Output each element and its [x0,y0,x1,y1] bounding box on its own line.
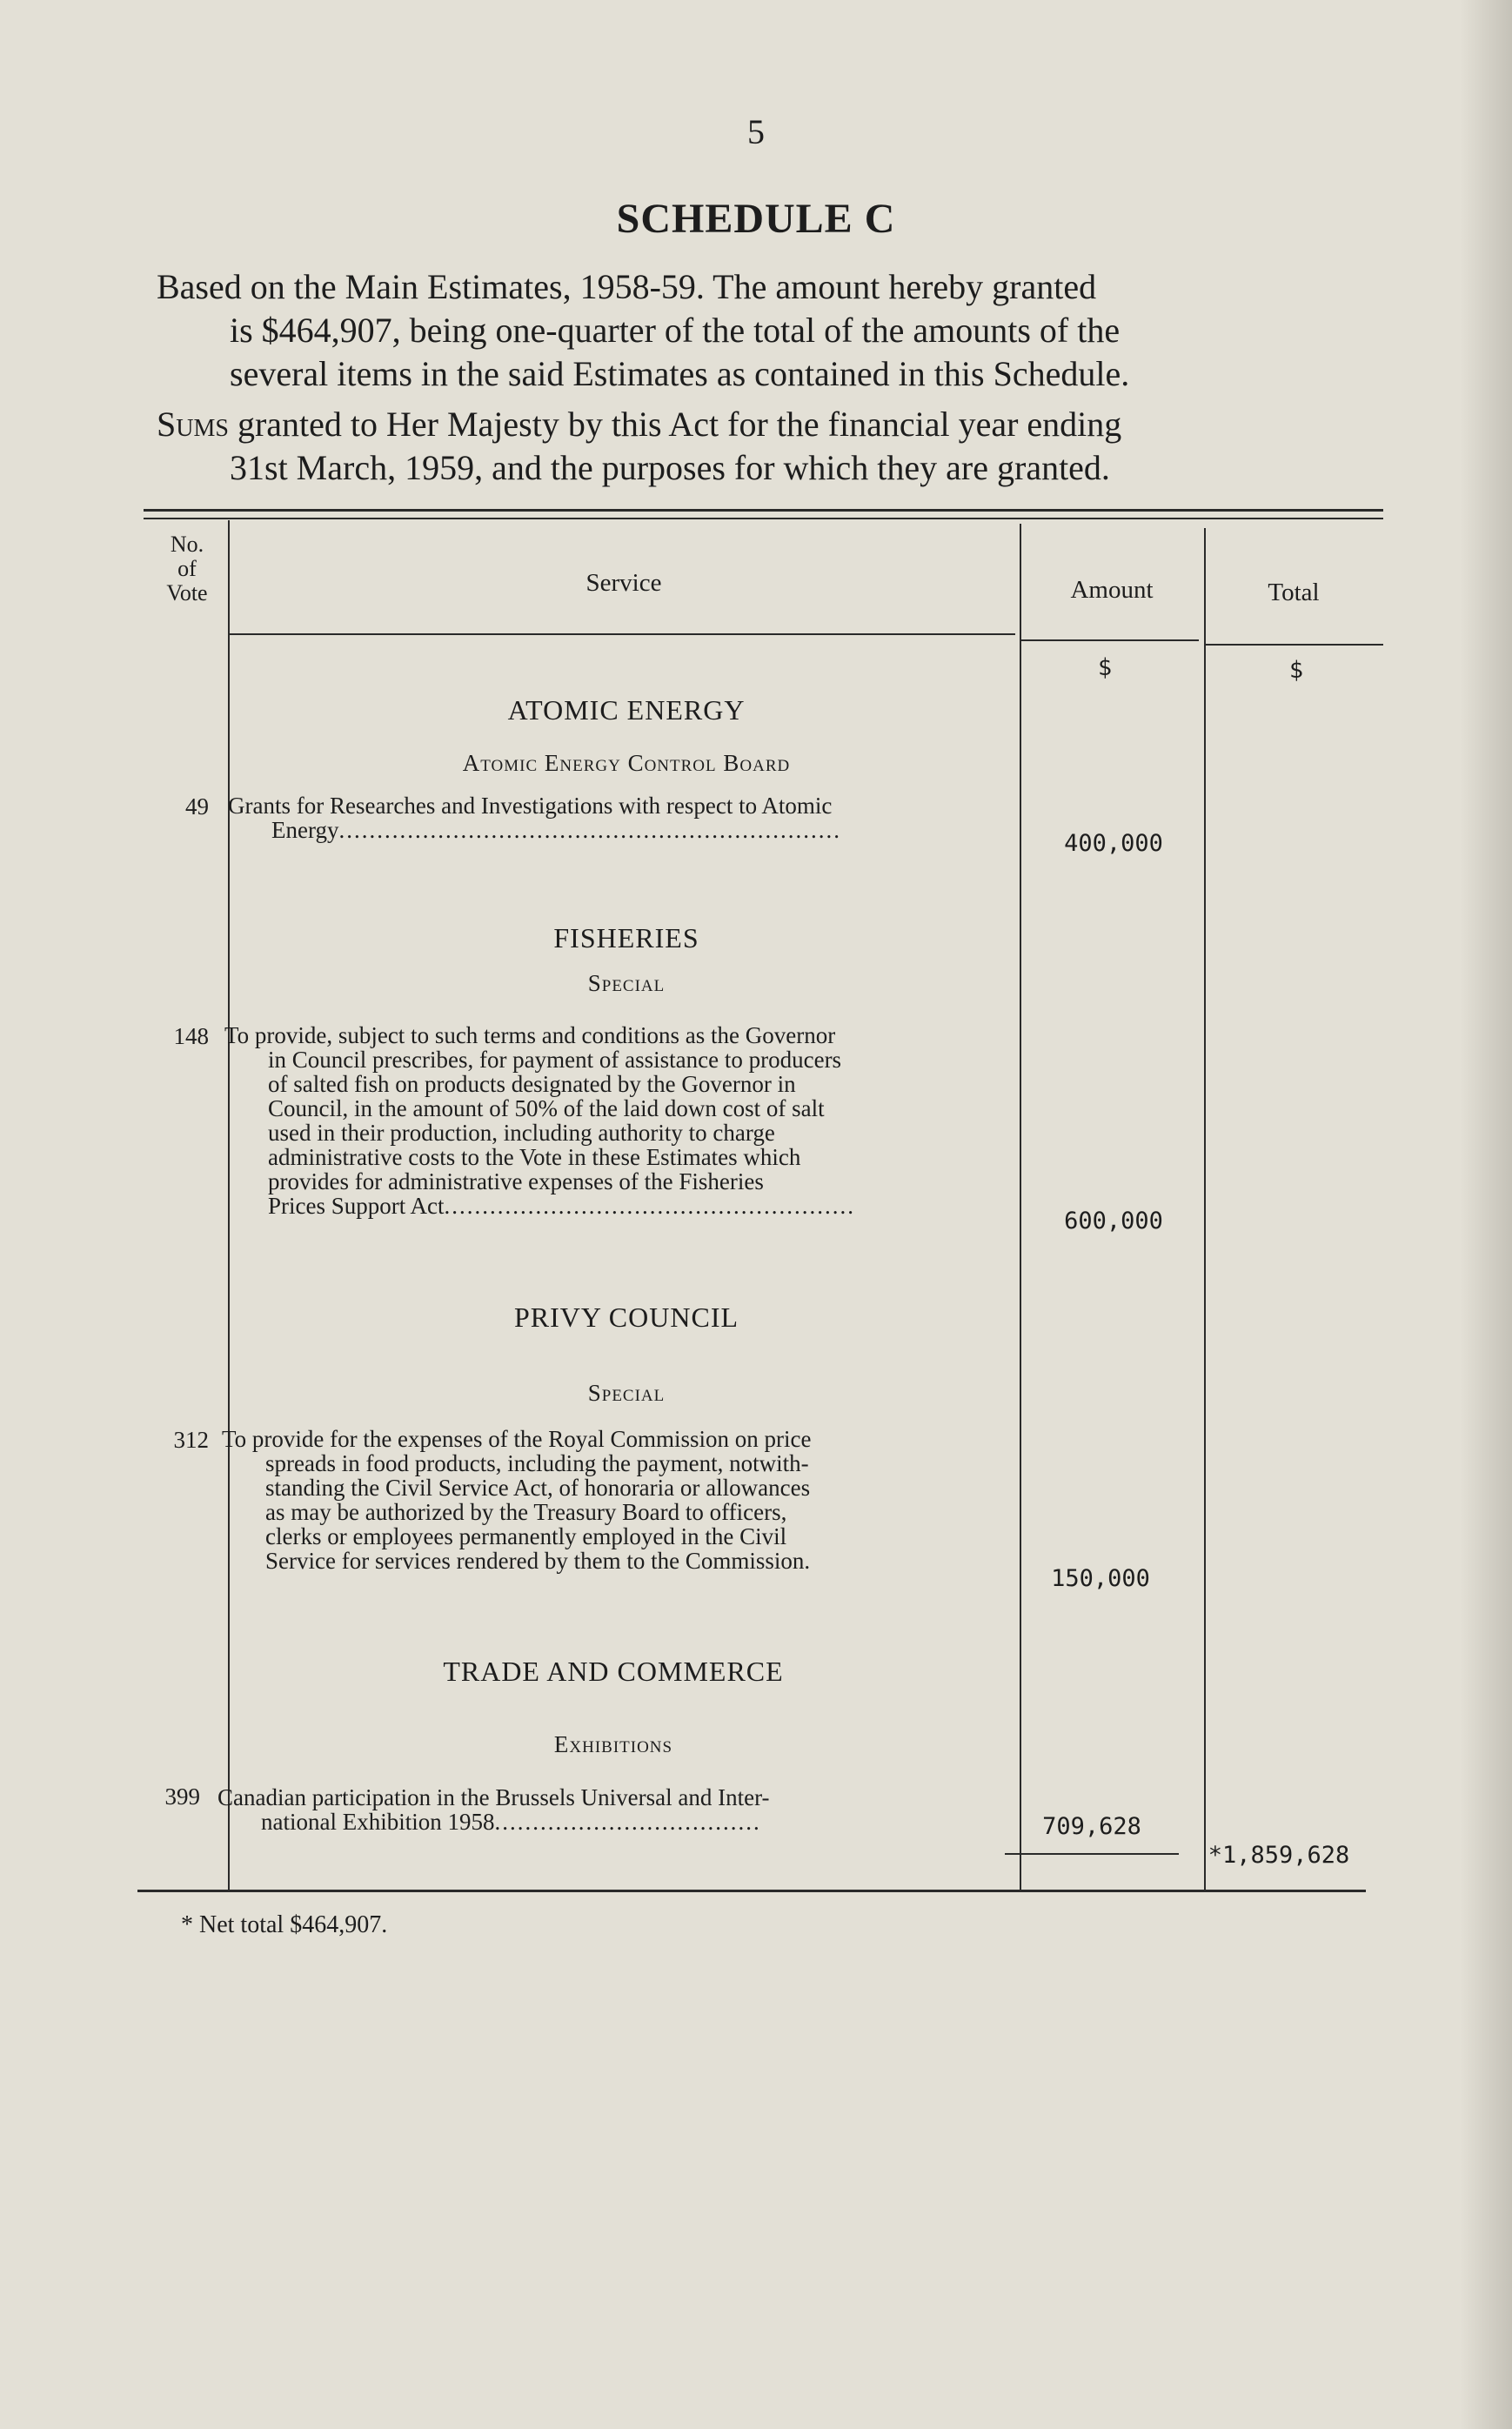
section-heading-atomic-energy: ATOMIC ENERGY [507,694,746,726]
total-currency-symbol: $ [1288,657,1304,684]
service-amount-divider [1020,524,1021,1890]
total-header: Total [1268,579,1320,606]
leader-dots: .................................................................. [338,817,841,843]
intro-paragraph [157,265,1392,396]
description-line: To provide, subject to such terms and conditions as the Governor [224,1022,836,1048]
subheading-special: Special [587,970,666,996]
page-edge-shadow [1460,0,1512,2429]
service-header: Service [585,569,662,597]
service-description-fisheries [224,1023,1016,1218]
amount-sum-rule [1005,1853,1179,1855]
amount-value-privy-council: 150,000 [1051,1565,1150,1592]
vote-number: 312 [173,1427,209,1453]
vote-number: 399 [164,1783,200,1810]
intro-line-2: is $464,907, being one-quarter of the total of the amounts of the [230,311,1121,350]
sums-line-1: granted to Her Majesty by this Act for the financial year ending [228,405,1122,444]
amount-header-rule [1020,639,1199,641]
table-bottom-rule [137,1890,1366,1892]
subheading-atomic-energy-control-board: Atomic Energy Control Board [462,750,791,776]
sums-line-2: 31st March, 1959, and the purposes for which they are granted. [230,448,1110,487]
description-line: administrative costs to the Vote in these Estimates which [268,1144,801,1170]
description-line: Grants for Researches and Investigations with respect to Atomic [228,793,833,819]
amount-value-fisheries: 600,000 [1064,1208,1163,1235]
page-number: 5 [747,112,765,151]
description-text: Energy [271,817,339,843]
description-line [217,1810,1005,1834]
vote-number: 49 [185,793,209,820]
subheading-special: Special [587,1380,666,1406]
description-line: in Council prescribes, for payment of assistance to producers [268,1047,842,1073]
vote-header-line-1: No. [170,532,204,557]
vote-header-line-2: of [177,556,197,581]
description-line: Canadian participation in the Brussels Universal and Inter- [217,1784,770,1810]
leader-dots: ...................................................... [444,1193,855,1219]
sums-lead-word: Sums [157,405,229,444]
vote-number-header [148,532,226,606]
service-description-privy-council [222,1427,1015,1573]
description-line [224,1194,1016,1218]
description-line: clerks or employees permanently employed in the Civil [265,1523,787,1549]
description-line: used in their production, including authority to charge [268,1120,775,1146]
intro-line-3: several items in the said Estimates as contained in this Schedule. [230,354,1130,393]
sums-paragraph [157,403,1392,490]
table-top-rule-1 [144,509,1383,512]
description-text: Prices Support Act [268,1193,445,1219]
schedule-title: SCHEDULE C [616,196,896,242]
description-line: of salted fish on products designated by the Governor in [268,1071,796,1097]
total-header-rule [1206,644,1383,646]
section-heading-trade-and-commerce: TRADE AND COMMERCE [443,1656,784,1687]
description-line: as may be authorized by the Treasury Board to officers, [265,1499,787,1525]
service-header-rule [228,633,1015,635]
description-line: Council, in the amount of 50% of the laid down cost of salt [268,1095,825,1121]
vote-number: 148 [173,1023,209,1049]
vote-header-line-3: Vote [166,580,208,606]
description-text: national Exhibition 1958 [261,1809,495,1835]
amount-value-atomic-energy: 400,000 [1064,830,1163,857]
description-line: provides for administrative expenses of the Fisheries [268,1168,764,1194]
subheading-exhibitions: Exhibitions [553,1731,673,1757]
intro-line-1: Based on the Main Estimates, 1958-59. The amount hereby granted [157,267,1097,306]
description-line: To provide for the expenses of the Royal Commission on price [222,1426,812,1452]
footnote: * Net total $464,907. [181,1911,388,1938]
service-description-atomic-energy [228,793,1015,842]
leader-dots: ................................... [494,1809,761,1835]
amount-currency-symbol: $ [1097,654,1113,681]
table-top-rule-2 [144,518,1383,519]
description-line: standing the Civil Service Act, of honoraria or allowances [265,1475,811,1501]
amount-total-divider [1204,528,1206,1890]
section-heading-fisheries: FISHERIES [553,922,699,954]
description-line [228,818,1015,842]
description-line: spreads in food products, including the payment, notwith- [265,1450,809,1476]
service-description-trade-and-commerce [217,1785,1005,1834]
section-heading-privy-council: PRIVY COUNCIL [513,1301,739,1333]
grand-total-value: *1,859,628 [1208,1842,1350,1869]
description-line: Service for services rendered by them to the Commission. [265,1548,811,1574]
amount-header: Amount [1070,576,1154,604]
amount-value-trade-and-commerce: 709,628 [1042,1813,1141,1840]
